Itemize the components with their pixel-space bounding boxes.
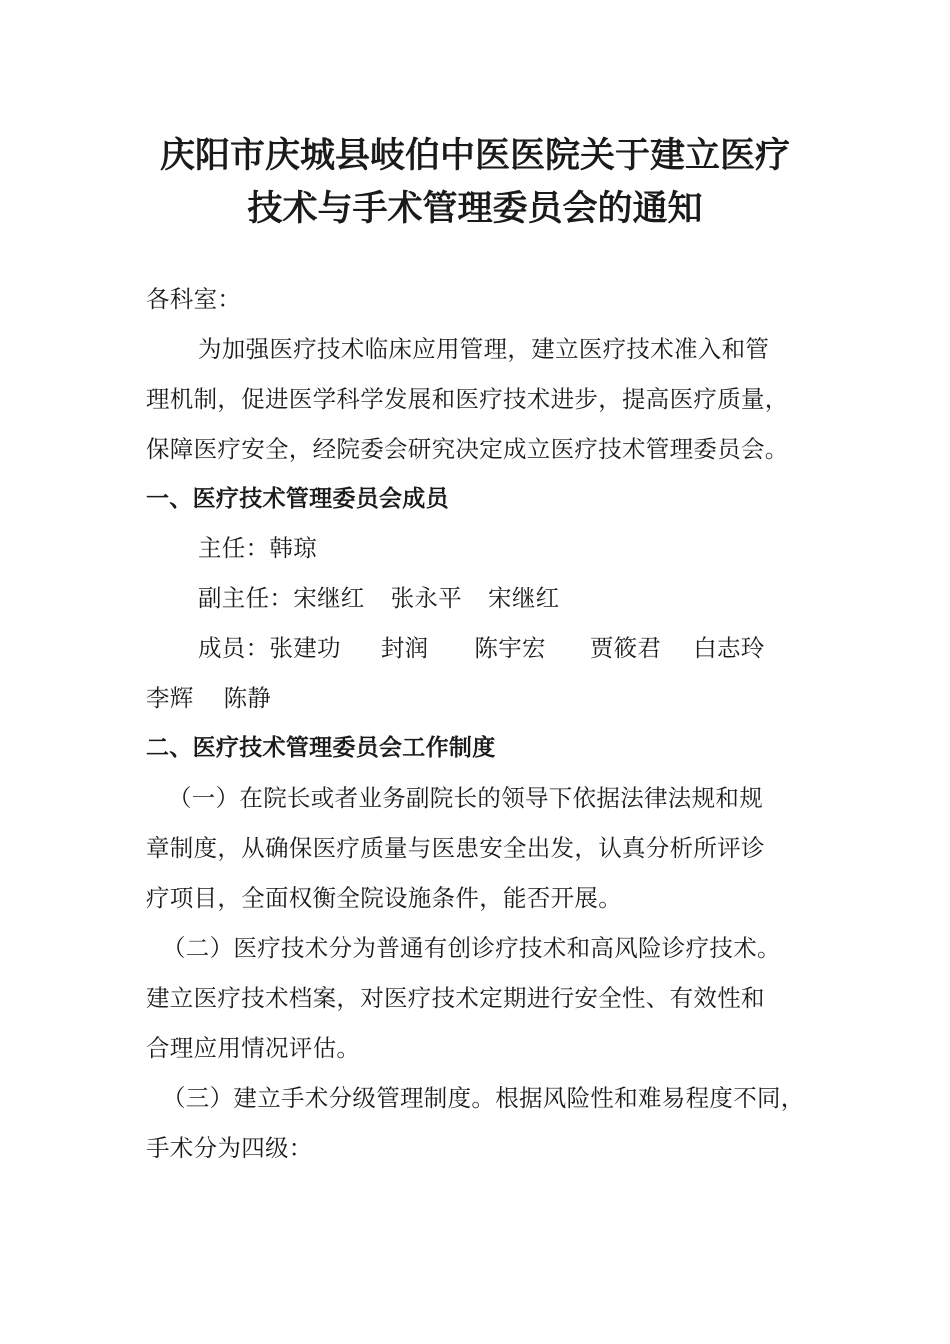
deputy-name: 张永平 [390, 584, 463, 612]
item-1-line-1: （一）在院长或者业务副院长的领导下依据法律法规和规 [168, 784, 763, 812]
members-row-1 [198, 633, 765, 663]
deputy-name: 宋继红 [293, 584, 365, 612]
deputy-row [198, 583, 559, 613]
item-1-line-3: 疗项目，全面权衡全院设施条件，能否开展。 [146, 884, 622, 912]
members-label: 成员： [198, 634, 270, 662]
section-2-heading: 二、医疗技术管理委员会工作制度 [146, 735, 496, 761]
item-1-line-2: 章制度，从确保医疗质量与医患安全出发，认真分析所评诊 [146, 834, 765, 862]
deputy-label: 副主任： [198, 584, 294, 612]
intro-line-1: 为加强医疗技术临床应用管理，建立医疗技术准入和管 [198, 335, 770, 363]
member-name: 张建功 [269, 634, 341, 662]
document-title-line-2: 技术与手术管理委员会的通知 [247, 188, 703, 229]
member-name: 白志玲 [693, 634, 765, 662]
item-3-line-2: 手术分为四级： [146, 1134, 313, 1162]
item-3-line-1: （三）建立手术分级管理制度。根据风险性和难易程度不同， [162, 1084, 805, 1112]
members-row-2 [146, 683, 271, 713]
director-row [198, 533, 317, 563]
member-name: 李辉 [146, 684, 194, 712]
member-name: 陈静 [223, 684, 272, 712]
intro-line-2: 理机制，促进医学科学发展和医疗技术进步，提高医疗质量， [146, 385, 789, 413]
director-label: 主任： [198, 534, 270, 562]
member-name: 陈宇宏 [474, 634, 546, 662]
item-2-line-2: 建立医疗技术档案，对医疗技术定期进行安全性、有效性和 [146, 984, 765, 1012]
item-2-line-1: （二）医疗技术分为普通有创诊疗技术和高风险诊疗技术。 [162, 934, 781, 962]
deputy-name: 宋继红 [488, 584, 560, 612]
salutation: 各科室： [146, 285, 242, 313]
member-name: 贾筱君 [589, 634, 662, 662]
intro-line-3: 保障医疗安全，经院委会研究决定成立医疗技术管理委员会。 [146, 435, 789, 463]
member-name: 封润 [380, 634, 429, 662]
document-title-line-1: 庆阳市庆城县岐伯中医医院关于建立医疗 [159, 135, 790, 176]
item-2-line-3: 合理应用情况评估。 [146, 1034, 361, 1062]
section-1-heading: 一、医疗技术管理委员会成员 [146, 486, 449, 512]
director-name: 韩琼 [269, 534, 318, 562]
